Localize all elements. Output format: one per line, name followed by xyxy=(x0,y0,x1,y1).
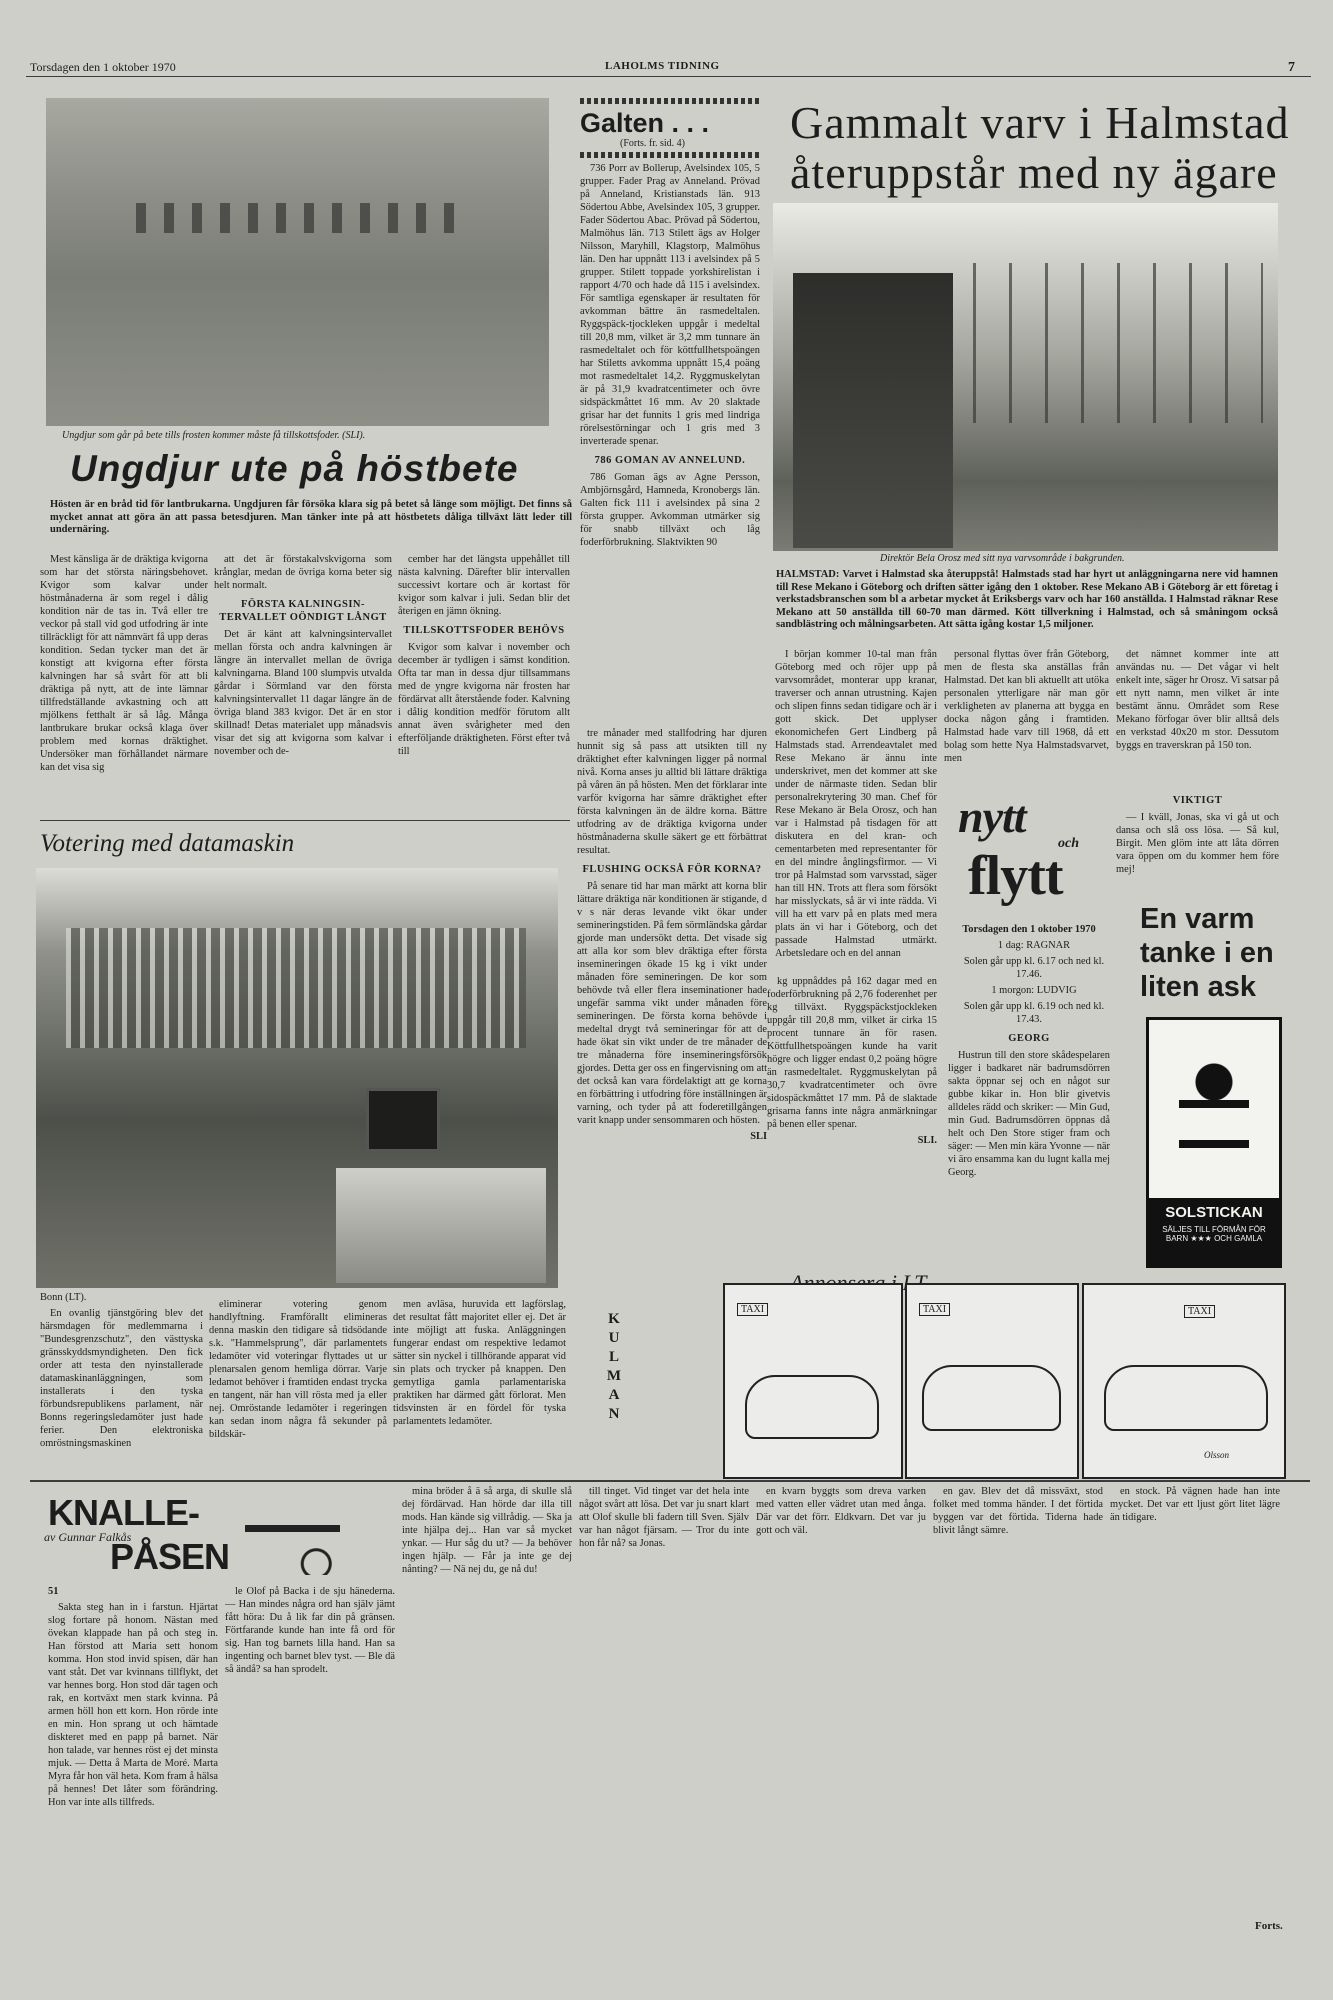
galten-continued-column: kg uppnåddes på 162 dagar med en foderförbrukning på 2,76 foderenhet per kg tillväxt. Ryggspäckstjockleken uppgår till 20,8 mm, vilket är cirka 15 procent tunnare än för rasen. Köttfullhetspoängen kunde ha varit högre och ligger endast 0,2 poäng högre än rasmedeltalet. Ryggmuskelytan på 30,7 kvadratcentimeter och övre sidospäckmåttet 17 mm. På de slaktade grisarna fanns inte några anmärkningar på benen eller spenar. SLI. xyxy=(767,976,937,1146)
varv-column-2: personal flyttas över från Göteborg, men de flesta ska anställas från Halmstad. Det kan bli aktuellt att utöka personalen ytterligare när man gör verkligheten av planerna att bygga en docka någon gång i framtiden. Halmstad hade varv till 1968, då ett bolag som hette Nya Halmstadsvarvet, men xyxy=(944,649,1109,764)
solsticka-slogan: En varm tanke i en liten ask xyxy=(1140,903,1274,1003)
knallepasen-column-3: mina bröder å ä så arga, di skulle slå dej fördärvad. Han hörde dar illa till mods. Han kände sig villrådig. — Ska ja inte hjälpa dej... Han var så mycket ynkar. — Hur såg du ut? — Ja behöver ingen hjälp. — Får ja inte ge dej nånting? — Nä nej du, ge nå du! xyxy=(402,1486,572,1575)
ungdjur-column-2: att det är förstakalvskvigorna som krånglar, medan de övriga korna beter sig helt normalt. FÖRSTA KALNINGSIN-TERVALLET OÖNDIGT LÅNGT Det är känt att kalvningsintervallet mellan första och andra kalvningen är längre än intervallet mellan de övriga kalvningarna. Bland 100 slumpvis utvalda gårdar i Sörmland var den första kalvningsintervallet 11 dagar längre än de övriga bland 383 kvigor. Det är en stor skillnad! Detas materialet upp månadsvis visar det sig att kvigorna som kalvar i november och de- xyxy=(214,554,392,757)
knallepasen-logo: KNALLE- av Gunnar Falkås PÅSEN xyxy=(44,1492,230,1577)
varv-column-1: I början kommer 10-tal man från Göteborg med och röjer upp på varvsområdet, monterar upp kranar, traverser och annan utrustning. Kajen och slipen finns sedan tidigare och är i gott skick. Det upplyser ekonomichefen Gert Lindberg på Halmstads stad. Arrendeavtalet med Rese Mekano är ännu inte underskrivet, men det kommer att ske under de närmaste tiden. Sedan blir personalrekrytering 30 man. Chef för Rese Mekano är Bela Orosz, och han var i Halmstad på tisdagen för att diskutera en del kran- och cementarbeten med representanter för en del mindre ånglingsfirmor. — Vi tror på Halmstad som varvsstad, säger han till HN. Trots att flera som försökt har misslyckats, så är vi inte rädda. Vi vill ha ett varv på en plats med mera plats än vi har i Göteborg, och det passade Halmstad utmärkt. Arbetsledare och en del annan xyxy=(775,649,937,959)
varv-lead: HALMSTAD: Varvet i Halmstad ska återuppstå! Halmstads stad har hyrt ut anläggningarna nere vid hamnen till Rese Mekano i Göteborg och driften sätter igång den 1 oktober. Rese Mekano AB i Göteborg är ett företag i verkstadsbranschen som bl a arbetar mycket åt Eriksbergs varv och har 160 anställda. I Halmstad räknar Rese Mekano att 50 anställda till 60-70 man därmed. Kött tillverkning i Halmstad, och så småningom också sandblästring och målningsarbeten. Att sätta igång kostar 1,5 miljoner. xyxy=(776,569,1278,630)
nytt-och-flytt-logo: nytt och flytt xyxy=(958,791,1079,907)
knallepasen-column-1: 51 Sakta steg han in i farstun. Hjärtat slog fortare på honom. Nästan med övekan klappade han på och steg in. Han förstod att Maria sett honom komma. Hon stod invid spisen, där han vant ståt. Det var kvinnans tillflykt, det var hennes borg. Hon stod där tagen och rak, en kortväxt men stark kvinna. På armen höll hon ett korn. Hon rörde inte en min. Hon sprang ut och hämtade diskteret med en papp på barnet. När hon talade, var hennes röst ej det minsta mjuk. — Detta å Marta de Moré. Marta Myra får hon väl heta. Kom fram å hälsa på hennes! Det låter som förändring. Hon var inte alls tillfreds. xyxy=(48,1586,218,1808)
cattle-photo xyxy=(46,98,549,426)
cattle-photo-caption: Ungdjur som går på bete tills frosten kommer måste få tillskottsfoder. (SLI). xyxy=(62,430,366,441)
knallepasen-forts: Forts. xyxy=(1255,1920,1283,1932)
ungdjur-headline: Ungdjur ute på höstbete xyxy=(70,448,519,489)
knallepasen-column-5: en kvarn byggts som dreva varken med vatten eller vädret utan med ånga. Där var det förr. Eldkvarn. Det var ju gott och väl. xyxy=(756,1486,926,1536)
ungdjur-column-1: Mest känsliga är de dräktiga kvigorna som har det största näringsbehovet. Kvigor som kalvar under höstmånaderna är som regel i dålig kondition när de tas in. Två eller tre veckor på stall vid god utfodring är inte tillräckligt för att nämnvärt få upp deras kondition. Sedan tycker man det är konstigt att kvigorna efter första kalvningen har så svårt för att bli dräktiga på nytt, att de inte lämnar tillfredställande avkastning och att mjölkens fetthalt är så låg. Många lantbrukare brukar också klaga över problem med kornas dräktighet. Undersöker man förhållandet närmare kan det visa sig xyxy=(40,554,208,773)
varv-headline-2: återuppstår med ny ägare xyxy=(790,147,1278,198)
galten-continuation: (Forts. fr. sid. 4) xyxy=(620,138,685,149)
kulman-panel-3: TAXI Olsson xyxy=(1082,1283,1286,1479)
votering-column-2: eliminerar votering genom handlyftning. Framförallt elimineras denna maskin den tidigare så tidsödande s.k. "Hammelsprung", där parlamentets ledamöter vid voteringar flyttades ut ur plenarsalen genom hemliga dörrar. Varje ledamot behöver i framtiden endast trycka en tangent, när han vill rösta med ja eller nej. Omröstande ledamöter i regeringen kan sedan inom några få sekunder på bildskär- xyxy=(209,1299,387,1440)
solsticka-sub: SÄLJES TILL FÖRMÅN FÖR BARN ★★★ OCH GAMLA xyxy=(1162,1225,1266,1243)
ungdjur-column-3: cember har det längsta uppehållet till nästa kalvning. Därefter blir intervallen successivt kortare och är kortast för kvigor som kalvar i juli. Sedan blir det återigen en jämn ökning. TILLSKOTTSFODER BEHÖVS Kvigor som kalvar i november och december är tydligen i sämst kondition. Ofta tar man in dessa djur tillsammans med de yngre kvigorna när frosten har fördärvat allt återstående foder. Kalvning i dålig kondition medför förutom allt annat även svårigheter med den efterföljande dräktigheten. Först efter två till xyxy=(398,554,570,757)
viktigt-column: VIKTIGT — I kväll, Jonas, ska vi gå ut och dansa och slå oss lösa. — Så kul, Birgit. Men glöm inte att låta dörren vara öppen om du kommer hem före mej! xyxy=(1116,795,1279,875)
header-paper-name: LAHOLMS TIDNING xyxy=(605,60,720,72)
knallepasen-column-7: en stock. På vägnen hade han inte mycket. Det var ett ljust gört litet lägre än tidigare. xyxy=(1110,1486,1280,1523)
shipyard-photo-caption: Direktör Bela Orosz med sitt nya varvsområde i bakgrunden. xyxy=(880,553,1125,564)
kulman-panel-2: TAXI xyxy=(905,1283,1079,1479)
header-page-number: 7 xyxy=(1288,60,1295,75)
ungdjur-lead: Hösten är en bråd tid för lantbrukarna. Ungdjuren får försöka klara sig på betet så länge som möjligt. Det finns så mycket annat att göra än att passa betesdjuren. Man tänker inte på att höstbetets dåliga tillväxt lätt leder till undernäring. xyxy=(50,499,572,535)
kvigor-continued-column: tre månader med stallfodring har djuren hunnit sig så pass att utsikten till ny dräktighet efter kalvningen ligger på normal nivå. Korna anses ju alltid bli lättare dräktiga på våren än på hösten. Men det förklarar inte varför kvigorna har sämre dräktighet efter första kalvningen än de äldre korna. Bättre utfodring av de dräktiga kvigorna under höstmånaderna skulle säkert ge ett förbättrat resultat. FLUSHING OCKSÅ FÖR KORNA? På senare tid har man märkt att korna blir lättare dräktiga när konditionen är stigande, d v s när deras levande vikt ökar under semineringstiden. På fem sörmländska gårdar gjorde man undersökt detta. Det visade sig att alla kor som blev dräktiga efter första insemineringen ökade 15 kg i vikt under månaden före semineringen. De kor som behövde två eller flera inseminationer hade ungefär samma vikt under månaden före semineringen. De första korna behövde i medeltal drygt två semineringar för att de hade ökat sin vikt under de tre månader de tre månaderna före insemineringsförsök gjordes. Detta ger oss en fingervisning om att det också kan vara fördelaktigt att ge korna en förbättring i utfodring före inställningen är varning, och tyder på att foderetillgången varit knapp under sensommaren och hösten. SLI xyxy=(577,728,767,1142)
kulman-label: KULMAN xyxy=(606,1311,622,1422)
solsticka-brand: SOLSTICKAN xyxy=(1165,1204,1263,1221)
galten-body: 736 Porr av Bollerup, Avelsindex 105, 5 grupper. Fader Prag av Anneland. Prövad på Anneland, Kristianstads län. 913 Södertou Abbe, Avelsindex 105, 3 grupper. Fader Södertou Abac. Prövad på Södertou, Malmöhus län. 713 Stilett ägs av Holger Nilsson, Maryhill, Klagstorp, Malmöhus län. Den har uppnått 113 i avelsindex på 5 grupper. Stilett toppade yorkshirelistan i rapport 4/70 och hade då 115 i avelsindex. För samtliga egenskaper är resultaten för avkomman bättre än rasmedeltalen. Ryggspäck-tjockleken uppgår i medeltal till 20,8 mm, vilket är 3,2 mm tunnare än rasmedeltalet och för köttfullhetspoängen har Stiletts avkomma uppnått 15,4 poäng mot rasmedeltalet 14,2. Ryggmuskelytan är på 31,9 kvadratcentimeter och övre sidspäckmåttet 16 mm. Av 20 slaktade grisar har det funnits 1 gris med lindriga rörelsestörningar och 1 gris med 3 inverterade spenar. 786 GOMAN AV ANNELUND. 786 Goman ägs av Agne Persson, Ambjörnsgård, Hamneda, Kronobergs län. Galten fick 111 i avelsindex på sina 2 första grupper. Avkomman utmärker sig för snabb tillväxt och låg foderförbrukning. Slaktvikten 90 xyxy=(580,163,760,548)
varv-column-3: det nämnet kommer inte att användas nu. — Det vågar vi helt enkelt inte, säger hr Orosz. Vi satsar på ett nytt namn, men vilket är inte bestämt ännu. Området som Rese Mekano förfogar över blir alltså dels en verkstad 40x20 m stor. Dessutom byggs en traverskran på 150 ton. xyxy=(1116,649,1279,751)
sun-figure-icon xyxy=(1179,1040,1249,1180)
parliament-photo xyxy=(36,868,558,1288)
knallepasen-column-6: en gav. Blev det då missväxt, stod folket med tomma händer. I det förtida byggen var det förtida. Tiderna hade blivit långt sämre. xyxy=(933,1486,1103,1536)
votering-headline: Votering med datamaskin xyxy=(40,830,295,857)
knallepasen-column-4: till tinget. Vid tinget var det hela inte något svårt att lösa. Det var ju snart klart att Olof skulle bli fadern till Sven. Själv var han något fjärsam. — Tror du inte hon får nå? sa Jonas. xyxy=(579,1486,749,1549)
nytt-och-flytt-column: Torsdagen den 1 oktober 1970 1 dag: RAGNAR Solen går upp kl. 6.17 och ned kl. 17.46. 1 morgon: LUDVIG Solen går upp kl. 6.19 och ned kl. 17.43. GEORG Hustrun till den store skådespelaren ligger i badkaret när badrumsdörren sakta öppnar sej och en något sur gubbe kikar in. Hon blir givetvis alldeles rädd och skriker: — Min Gud, min Gud. Badrumsdörren öppnas då helt och Den Store stiger fram och säger: — Men min kära Yvonne — när vi äro ensamma kan du lugnt kalla mej Georg. xyxy=(948,924,1110,1178)
votering-column-3: men avläsa, huruvida ett lagförslag, det resultat fått majoritet eller ej. Det är inte möjligt att fuska. Anläggningen fungerar endast om respektive ledamot sätter sin nyckel i tillhörande apparat vid sin plats och trycker på knappen. Den gemytliga gamla parlamentariska praktiken har därmed gått förlorat. Men tidsvinsten är en fördel för tyska parlamentets ledamöter. xyxy=(393,1299,566,1427)
solsticka-ad-box xyxy=(1146,1017,1282,1268)
shipyard-photo xyxy=(773,203,1278,551)
kulman-panel-1: TAXI xyxy=(723,1283,903,1479)
varv-headline-1: Gammalt varv i Halmstad xyxy=(790,97,1290,148)
galten-headline: Galten . . . xyxy=(580,108,710,138)
votering-column-1: Bonn (LT). En ovanlig tjänstgöring blev det härsmdagen för medlemmarna i "Bundesgrenzschutz", den västtyska gränsskyddsmyndigheten. Den fick order att testa den nyinstallerade datamaskinanläggningen, som installerats i den tyska förbundsrepublikens parlament, när Bonns regeringsledamöter just hade ferier. Den elektroniska omröstningsmaskinen xyxy=(40,1292,203,1449)
knallepasen-column-2: le Olof på Backa i de sju hänederna. — Han mindes några ord han själv jämt fått höra: Du å lik far din på gränsen. Förtfarande kunde han inte få ord för sig. Han tog barnets lilla hand. Han sa ingenting och barnet blev tyst. — Ble dä så ändå? sa han sprodelt. xyxy=(225,1586,395,1675)
header-date: Torsdagen den 1 oktober 1970 xyxy=(30,60,176,74)
horse-cart-illustration xyxy=(245,1500,340,1575)
